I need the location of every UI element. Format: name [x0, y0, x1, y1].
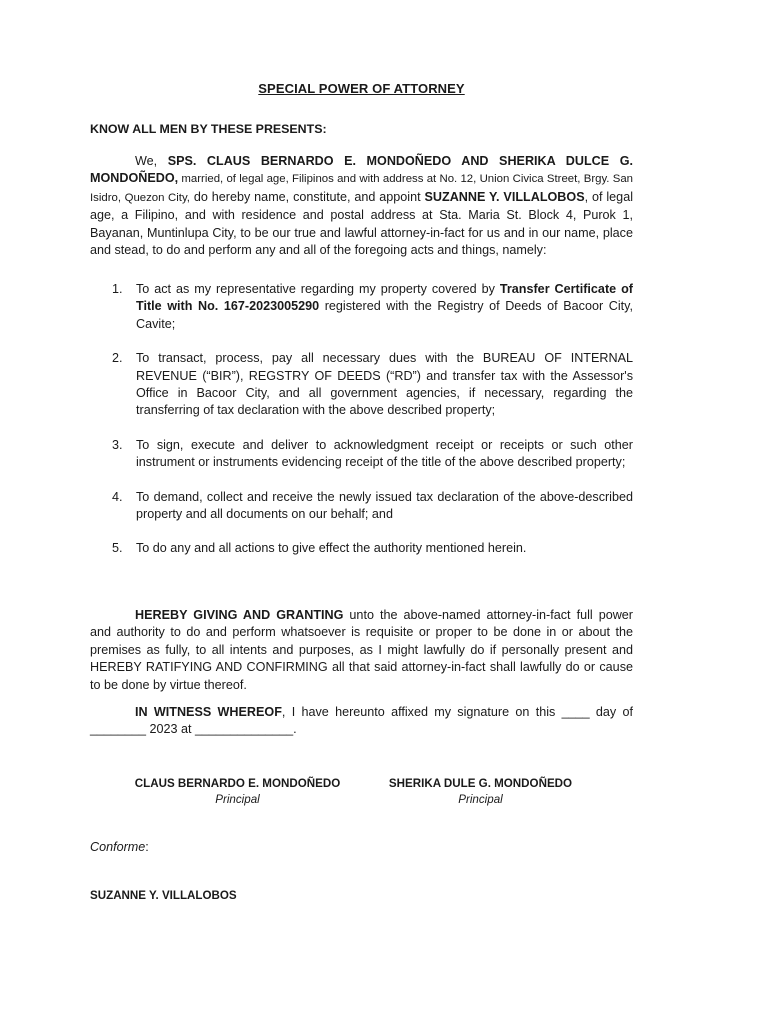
- intro-address: married, of legal age, Filipinos and with address at No. 12, Union Civica Street, Brgy. San Isidro, Quezon City,: [90, 173, 633, 204]
- item-text: To transact, process, pay all necessary dues with the BUREAU OF INTERNAL REVENUE (“BIR”), REGSTRY OF DEEDS (“RD”) and transfer tax with the Assessor's Office in Bacoor City, and all government agencies, if necessary, regarding the transferring of tax declaration with the above described property;: [136, 351, 633, 418]
- item-number: 4.: [112, 489, 123, 504]
- item-number: 1.: [112, 282, 123, 296]
- list-item: [90, 489, 633, 524]
- intro-paragraph: [90, 153, 633, 259]
- witness-text: , I have hereunto affixed my signature on this ____ day of ________ 2023 at ______________.: [90, 705, 633, 737]
- witness-heading: IN WITNESS WHEREOF: [135, 705, 282, 719]
- item-text: To demand, collect and receive the newly issued tax declaration of the above-described property and all documents on our behalf; and: [136, 489, 633, 522]
- signatory-role: Principal: [215, 793, 260, 806]
- list-item: [90, 350, 633, 420]
- conforme-label: [90, 839, 149, 856]
- item-number: 2.: [112, 351, 123, 366]
- conforme-colon: :: [145, 840, 149, 854]
- attorney-signature-name: SUZANNE Y. VILLALOBOS: [90, 889, 237, 902]
- signatory-name: CLAUS BERNARDO E. MONDOÑEDO: [134, 777, 341, 790]
- item-text: To do any and all actions to give effect the authority mentioned herein.: [136, 541, 527, 556]
- item-text-end: registered with the Registry of Deeds of Bacoor City, Cavite;: [136, 299, 633, 331]
- item-bold: Transfer Certificate of Title with No. 167-2023005290: [136, 282, 633, 314]
- signatory-name: SHERIKA DULE G. MONDOÑEDO: [388, 777, 573, 790]
- item-number: 5.: [112, 541, 123, 556]
- powers-list: [90, 281, 633, 558]
- item-text: To act as my representative regarding my property covered by: [136, 282, 500, 296]
- attorney-name: SUZANNE Y. VILLALOBOS: [424, 189, 585, 204]
- grant-text: unto the above-named attorney-in-fact full power and authority to do and perform whatsoever is requisite or proper to be done in or about the premises as fully, to all intents and purposes, as I might lawfully do if personally present and HEREBY RATIFYING AND CONFIRMING all that said attorney-in-fact shall lawfully do or cause to be done by virtue thereof.: [90, 608, 633, 692]
- conforme-word: Conforme: [90, 840, 146, 854]
- list-item: [90, 437, 633, 472]
- intro-appoint: do hereby name, constitute, and appoint: [189, 189, 425, 204]
- intro-we: We,: [135, 154, 168, 168]
- list-item: [90, 540, 633, 557]
- grant-heading: HEREBY GIVING AND GRANTING: [135, 608, 344, 622]
- signature-block-principal-1: [130, 776, 345, 808]
- item-text: To sign, execute and deliver to acknowledgment receipt or receipts or such other instrument or instruments evidencing receipt of the title of the above described property;: [136, 437, 633, 470]
- item-number: 3.: [112, 437, 123, 452]
- grant-paragraph: [90, 607, 633, 694]
- know-all-heading: KNOW ALL MEN BY THESE PRESENTS:: [90, 122, 327, 136]
- signature-block-principal-2: [373, 776, 588, 808]
- list-item: [90, 281, 633, 333]
- principals-names: SPS. CLAUS BERNARDO E. MONDOÑEDO AND SHERIKA DULCE G. MONDOÑEDO,: [90, 154, 633, 186]
- intro-rest: , of legal age, a Filipino, and with residence and postal address at Sta. Maria St. Block 4, Purok 1, Bayanan, Muntinlupa City, to be our true and lawful attorney-in-fact for us and in our name, place and stead, to do and perform any and all of the foregoing acts and things, namely:: [90, 189, 633, 258]
- signatory-role: Principal: [458, 793, 503, 806]
- witness-paragraph: [90, 704, 633, 739]
- document-title: SPECIAL POWER OF ATTORNEY: [258, 81, 465, 96]
